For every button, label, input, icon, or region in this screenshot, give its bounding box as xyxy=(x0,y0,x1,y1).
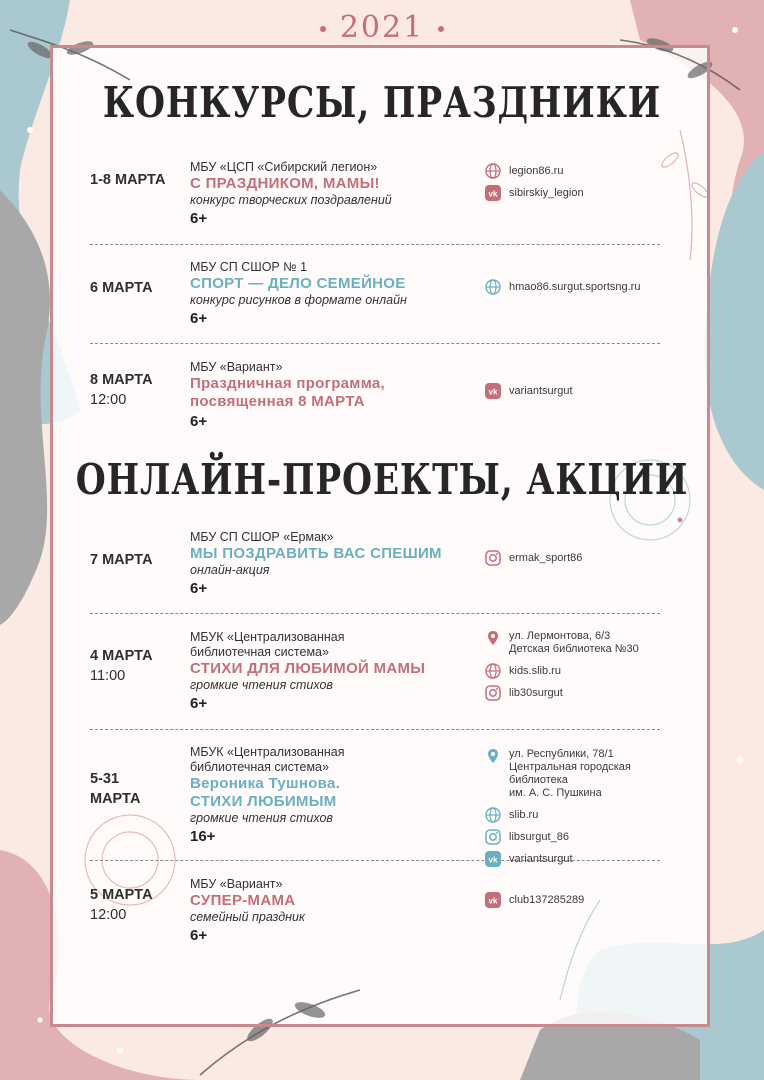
event-organizer: МБУК «Централизованная xyxy=(190,745,345,759)
divider xyxy=(90,244,660,245)
event-info xyxy=(190,360,480,432)
event-date: 5-31 МАРТА xyxy=(90,771,141,807)
event-info xyxy=(190,160,480,229)
divider xyxy=(90,343,660,344)
event-organizer: МБУ «Вариант» xyxy=(190,360,283,374)
instagram-icon xyxy=(485,550,501,566)
svg-text:vk: vk xyxy=(488,896,498,906)
event-description: конкурс творческих поздравлений xyxy=(190,193,392,207)
vk-icon xyxy=(485,851,501,867)
location-pin-icon xyxy=(485,630,501,646)
location-pin-icon xyxy=(485,748,501,764)
section-title-contests: КОНКУРСЫ, ПРАЗДНИКИ xyxy=(102,78,662,127)
age-rating: 6+ xyxy=(190,413,208,430)
svg-text:vk: vk xyxy=(488,189,498,199)
svg-text:vk: vk xyxy=(488,387,498,397)
event-info xyxy=(190,260,480,329)
year-header xyxy=(0,10,764,45)
instagram-icon xyxy=(485,829,501,845)
event-title: СТИХИ ДЛЯ ЛЮБИМОЙ МАМЫ xyxy=(190,660,426,677)
event-organizer: МБУК «Централизованная xyxy=(190,630,345,644)
globe-icon xyxy=(485,807,501,823)
vk-icon xyxy=(485,383,501,399)
event-date: 5 МАРТА 12:00 xyxy=(90,887,153,923)
event-description: конкурс рисунков в формате онлайн xyxy=(190,293,407,307)
divider xyxy=(90,729,660,730)
event-links xyxy=(485,380,685,402)
event-title: СУПЕР-МАМА xyxy=(190,892,296,909)
event-info xyxy=(190,745,480,847)
event-title: СПОРТ — ДЕЛО СЕМЕЙНОЕ xyxy=(190,275,406,292)
globe-icon xyxy=(485,663,501,679)
age-rating: 6+ xyxy=(190,310,208,327)
event-organizer-line2: библиотечная система» xyxy=(190,645,329,659)
website-link[interactable]: kids.slib.ru xyxy=(485,660,685,682)
event-title-line2: посвященная 8 МАРТА xyxy=(190,393,365,410)
event-title: Вероника Тушнова. xyxy=(190,775,341,792)
event-info xyxy=(190,877,480,946)
age-rating: 16+ xyxy=(190,828,216,845)
vk-icon xyxy=(485,185,501,201)
event-links xyxy=(485,748,685,870)
event-organizer: МБУ «Вариант» xyxy=(190,877,283,891)
year-text: 2021 xyxy=(339,10,425,45)
section-title-online: ОНЛАЙН-ПРОЕКТЫ, АКЦИИ xyxy=(75,455,689,504)
event-description: громкие чтения стихов xyxy=(190,678,333,692)
event-links xyxy=(485,160,685,204)
dot-decoration xyxy=(320,26,326,32)
vk-link[interactable]: vk club137285289 xyxy=(485,889,685,911)
event-organizer: МБУ СП СШОР № 1 xyxy=(190,260,308,274)
event-date: 8 МАРТА 12:00 xyxy=(90,372,153,408)
website-link[interactable]: hmao86.surgut.sportsng.ru xyxy=(485,276,685,298)
vk-link[interactable]: vk variantsurgut xyxy=(485,848,685,870)
event-links xyxy=(485,276,685,298)
vk-icon xyxy=(485,892,501,908)
instagram-icon xyxy=(485,685,501,701)
divider xyxy=(90,613,660,614)
event-links xyxy=(485,547,685,569)
event-organizer: МБУ «ЦСП «Сибирский легион» xyxy=(190,160,378,174)
globe-icon xyxy=(485,279,501,295)
event-links xyxy=(485,889,685,911)
event-organizer-line2: библиотечная система» xyxy=(190,760,329,774)
event-title: Праздничная программа, xyxy=(190,375,386,392)
event-date: 6 МАРТА xyxy=(90,280,153,296)
address-link[interactable]: ул. Лермонтова, 6/3 Детская библиотека №30 xyxy=(485,630,685,656)
event-info xyxy=(190,630,480,714)
event-title-line2: СТИХИ ЛЮБИМЫМ xyxy=(190,793,337,810)
svg-text:vk: vk xyxy=(488,855,498,865)
website-link[interactable]: slib.ru xyxy=(485,804,685,826)
event-date: 7 МАРТА xyxy=(90,552,153,568)
website-link[interactable]: legion86.ru xyxy=(485,160,685,182)
event-date: 4 МАРТА 11:00 xyxy=(90,648,153,684)
event-title: МЫ ПОЗДРАВИТЬ ВАС СПЕШИМ xyxy=(190,545,442,562)
event-description: громкие чтения стихов xyxy=(190,811,333,825)
instagram-link[interactable]: lib30surgut xyxy=(485,682,685,704)
event-description: семейный праздник xyxy=(190,910,305,924)
instagram-link[interactable]: libsurgut_86 xyxy=(485,826,685,848)
age-rating: 6+ xyxy=(190,580,208,597)
age-rating: 6+ xyxy=(190,927,208,944)
vk-link[interactable]: vk variantsurgut xyxy=(485,380,685,402)
age-rating: 6+ xyxy=(190,210,208,227)
event-title: С ПРАЗДНИКОМ, МАМЫ! xyxy=(190,175,380,192)
address-link[interactable]: ул. Республики, 78/1 Центральная городская библиотека им. А. С. Пушкина xyxy=(485,748,685,800)
event-info xyxy=(190,530,480,599)
event-links xyxy=(485,630,685,704)
event-organizer: МБУ СП СШОР «Ермак» xyxy=(190,530,334,544)
event-date: 1-8 МАРТА xyxy=(90,172,166,188)
globe-icon xyxy=(485,163,501,179)
dot-decoration xyxy=(438,26,444,32)
vk-link[interactable]: vk sibirskiy_legion xyxy=(485,182,685,204)
age-rating: 6+ xyxy=(190,695,208,712)
event-description: онлайн-акция xyxy=(190,563,270,577)
instagram-link[interactable]: ermak_sport86 xyxy=(485,547,685,569)
